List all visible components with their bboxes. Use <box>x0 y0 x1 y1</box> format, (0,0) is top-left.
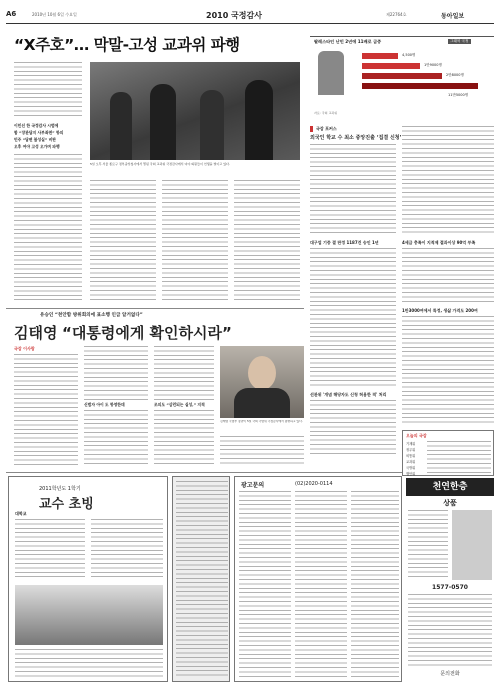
chart-bar-1-label: 4,500명 <box>402 53 416 57</box>
portrait-body <box>234 388 290 418</box>
ad-classified-col1 <box>239 491 291 679</box>
lead-subhead-2: 함 “장관답지 사부좌면” 항의 <box>14 130 64 135</box>
lead-subhead-1: 이민선 한 국정감사 시범에 <box>14 123 59 128</box>
right-subhead-2: 4세급 충족이 지적제 결과이상 90억 부족 <box>402 240 476 245</box>
photo-figure-4 <box>245 80 273 160</box>
ad-recruit-text-1 <box>15 519 85 579</box>
story2-rule <box>6 308 304 309</box>
morning-item-1: 기재위 <box>406 442 416 446</box>
chart-note: 자료: 국회 교과위 <box>314 111 338 115</box>
ad-classified <box>234 476 402 682</box>
story2-col1 <box>14 354 78 466</box>
lead-subhead-4: 오후 여야 고성 오가며 파행 <box>14 144 60 149</box>
morning-item-5: 국방위 <box>406 466 416 470</box>
ad-grid <box>172 476 230 682</box>
ad-classified-col2 <box>295 491 347 679</box>
page-date: 2010년 10월 6일 수요일 <box>32 12 77 17</box>
story2-tag: 국감 이사람 <box>14 346 35 351</box>
lead-subheads <box>14 122 84 150</box>
ad-classified-phone: (02)2020-0114 <box>295 481 333 487</box>
ad-right-image <box>452 510 492 580</box>
lead-body-col1 <box>14 154 82 302</box>
morning-body <box>427 441 491 475</box>
ad-right-sub: 상품 <box>443 499 457 507</box>
lead-intro-text <box>14 62 82 118</box>
ad-recruit-text-3 <box>15 649 163 679</box>
photo-figure-1 <box>110 92 132 160</box>
morning-tag: 오늘의 국감 <box>406 433 427 438</box>
chart-bar-2 <box>362 63 420 69</box>
paper-name: 동아일보 <box>441 13 465 20</box>
ad-recruit-school: 대학교 <box>15 511 27 516</box>
lead-body-col3 <box>162 180 228 302</box>
right-body-col1 <box>310 144 396 236</box>
morning-item-4: 교과위 <box>406 460 416 464</box>
chart-figure-person <box>318 51 344 95</box>
story2-col2 <box>84 346 148 400</box>
chart-bar-1 <box>362 53 398 59</box>
chart-bar-3 <box>362 73 442 79</box>
ad-right-phone: 1577-0570 <box>432 584 468 591</box>
right-section-tag: 국감 포커스 <box>310 126 337 132</box>
story2-col3 <box>154 346 214 400</box>
chart-bar-4-label: 11만5000명 <box>448 93 469 97</box>
morning-item-3: 외통위 <box>406 454 416 458</box>
story2-sub2: 조의도 “삼런되는 실성,” 지적 <box>154 402 205 407</box>
story2-name: 김태영 <box>14 324 58 342</box>
lead-body-col2 <box>90 180 156 302</box>
story2-portrait-caption: 김태영 국방부 장관이 5일 국회 국방위 국정감사에서 답변하고 있다. <box>220 420 303 423</box>
portrait-head <box>248 356 276 390</box>
lead-headline: “X주호”… 막말-고성 교과위 파행 <box>14 36 240 54</box>
right-body-col3 <box>310 248 396 388</box>
ad-grid-text <box>176 481 228 679</box>
right-body-col6 <box>310 400 396 454</box>
ad-right-text-1 <box>408 510 448 580</box>
ads-rule <box>6 472 402 473</box>
morning-box <box>402 430 494 476</box>
lead-body-col4 <box>234 180 300 302</box>
ad-right <box>406 478 494 682</box>
photo-figure-3 <box>200 90 224 160</box>
chart-bar-2-label: 1만9000명 <box>424 63 442 67</box>
story2-col2b <box>84 410 148 466</box>
ad-recruit-big: 교수 초빙 <box>39 497 94 512</box>
ad-recruit-text-2 <box>91 519 163 579</box>
section-title: 2010 국정감사 <box>206 11 262 20</box>
right-body-col4 <box>402 248 494 304</box>
morning-item-6: 행안위 <box>406 472 416 476</box>
chart-title: 팔레스타인 난민 2년에 11배로 급증 <box>314 39 382 44</box>
ad-right-title: 천연한층 <box>406 478 494 496</box>
right-subhead-3: 1만3000여에서 특정, 생삶 가격도 200여 <box>402 308 478 313</box>
ad-right-bottom: 문의전화 <box>440 671 460 677</box>
right-body-col5 <box>402 316 494 426</box>
story2-quote: “대통령에게 확인하시라” <box>62 324 232 342</box>
ad-recruit-title: 2011학년도 1학기 <box>39 486 81 492</box>
header-rule <box>6 23 494 24</box>
chart-bar-3-label: 2만8000명 <box>446 73 464 77</box>
ad-recruit-image <box>15 585 163 645</box>
page-number: A6 <box>6 10 17 18</box>
right-body-col2 <box>402 126 494 236</box>
story2-col4 <box>220 436 304 466</box>
chart-bar-4 <box>362 83 478 89</box>
story2-portrait <box>220 346 304 418</box>
story2-sub1: 신범자 아이 도 항영한데 <box>84 402 125 407</box>
photo-figure-2 <box>150 84 176 160</box>
lead-subhead-3: 민주 “답변 불성실” 비판 <box>14 137 56 142</box>
lead-photo <box>90 62 300 160</box>
ad-right-text-2 <box>408 594 492 666</box>
ad-classified-col3 <box>351 491 399 679</box>
right-subhead-1: 대구업 기증 결 판정 1187건 승인 1년 <box>310 240 379 245</box>
issue-number: 제22764호 <box>386 12 407 17</box>
chart-legend: 그래픽 국정 <box>450 39 469 43</box>
ad-recruit <box>8 476 168 682</box>
chart-box <box>310 36 494 122</box>
right-subhead-4: 선관위 '개념 해당자도 신청 허용한 적' 처리 <box>310 392 387 397</box>
morning-item-2: 정무위 <box>406 448 416 452</box>
story2-col3b <box>154 410 214 466</box>
right-headline: 외국인 학교 수 최소 중앙진출 ‘집결 신청’ <box>310 135 402 141</box>
page-header <box>6 10 494 22</box>
lead-photo-caption: 5일 오후 서울 종로구 정부중앙청사에서 열린 국회 교과위 국정감사에서 여야 의원들이 언쟁을 벌이고 있다. <box>90 162 230 166</box>
ad-classified-title: 광고문의 <box>241 482 265 489</box>
story2-kicker: 유승인 “천안함 방위회의에 표소행 인급 알거없다” <box>40 313 143 318</box>
